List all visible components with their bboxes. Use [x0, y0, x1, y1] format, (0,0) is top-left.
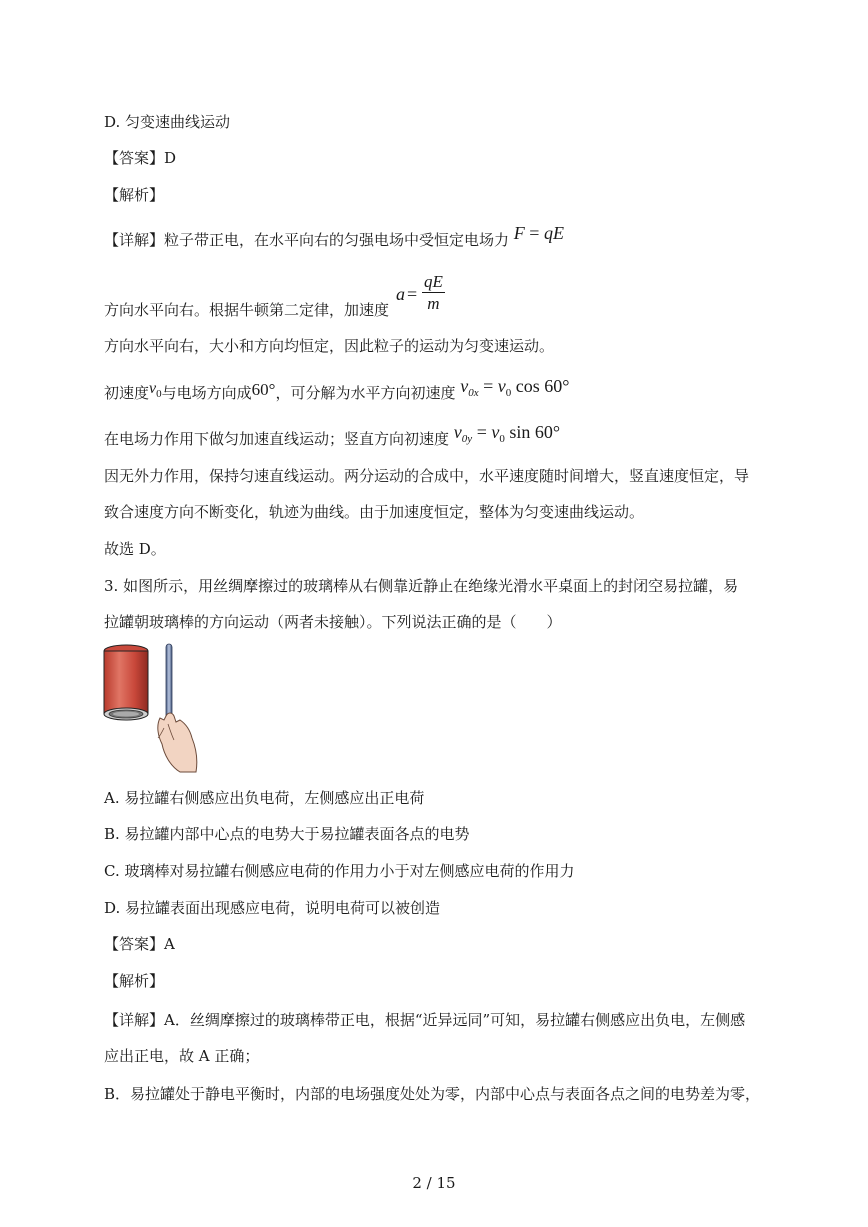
answer-label: 【答案】D	[104, 149, 177, 167]
option-d: D. 易拉罐表面出现感应电荷，说明电荷可以被创造	[104, 899, 441, 917]
detail-line-2: 方向水平向右。根据牛顿第二定律，加速度	[104, 301, 390, 319]
question-3-line-2: 拉罐朝玻璃棒的方向运动（两者未接触）。下列说法正确的是（ ）	[104, 613, 562, 631]
detail-line-1: 【详解】粒子带正电，在水平向右的匀强电场中受恒定电场力 F = qE	[104, 223, 564, 249]
formula-v0x: $v_{0x} = v_0$ cos 60°	[460, 376, 570, 399]
detail-a-line-1: 【详解】A．丝绸摩擦过的玻璃棒带正电，根据“近异远同”可知，易拉罐右侧感应出负电，左侧感	[104, 1011, 746, 1029]
analysis-label: 【解析】	[104, 186, 165, 204]
question-3-line-1: 3. 如图所示，用丝绸摩擦过的玻璃棒从右侧靠近静止在绝缘光滑水平桌面上的封闭空易拉罐，易	[104, 577, 739, 595]
detail-b-line-1: B．易拉罐处于静电平衡时，内部的电场强度处处为零，内部中心点与表面各点之间的电势差为零，	[104, 1085, 761, 1103]
option-a: A. 易拉罐右侧感应出负电荷，左侧感应出正电荷	[104, 789, 425, 807]
analysis-label-2: 【解析】	[104, 972, 165, 990]
option-d-text: D. 匀变速曲线运动	[104, 113, 231, 131]
can-and-rod-figure	[100, 640, 210, 780]
detail-line-3: 方向水平向右，大小和方向均恒定，因此粒子的运动为匀变速运动。	[104, 337, 555, 355]
option-b: B. 易拉罐内部中心点的电势大于易拉罐表面各点的电势	[104, 825, 470, 843]
detail-line-5: 在电场力作用下做匀加速直线运动；竖直方向初速度 $v_{0y} = v_0$ sin 60°	[104, 422, 561, 448]
page-number: 2 / 15	[412, 1174, 456, 1192]
choose-d-text: 故选 D。	[104, 540, 166, 558]
fraction-qe-over-m: $\frac{qE}{m}$	[424, 272, 443, 313]
detail-line-4: 初速度$v_0$与电场方向成60°，可分解为水平方向初速度 $v_{0x} = v_0$ cos 60°	[104, 376, 570, 402]
option-c: C. 玻璃棒对易拉罐右侧感应电荷的作用力小于对左侧感应电荷的作用力	[104, 862, 575, 880]
can-rod-illustration	[100, 640, 210, 776]
answer-label-2: 【答案】A	[104, 935, 175, 953]
formula-f-qe: F = qE	[513, 223, 564, 243]
formula-v0y: $v_{0y} = v_0$ sin 60°	[453, 422, 561, 445]
detail-line-6: 因无外力作用，保持匀速直线运动。两分运动的合成中，水平速度随时间增大，竖直速度恒定，导	[104, 467, 750, 485]
hand-icon	[158, 713, 197, 772]
detail-line-7: 致合速度方向不断变化，轨迹为曲线。由于加速度恒定，整体为匀变速曲线运动。	[104, 503, 645, 521]
can-icon	[104, 645, 148, 720]
detail-a-line-2: 应出正电，故 A 正确；	[104, 1047, 260, 1065]
